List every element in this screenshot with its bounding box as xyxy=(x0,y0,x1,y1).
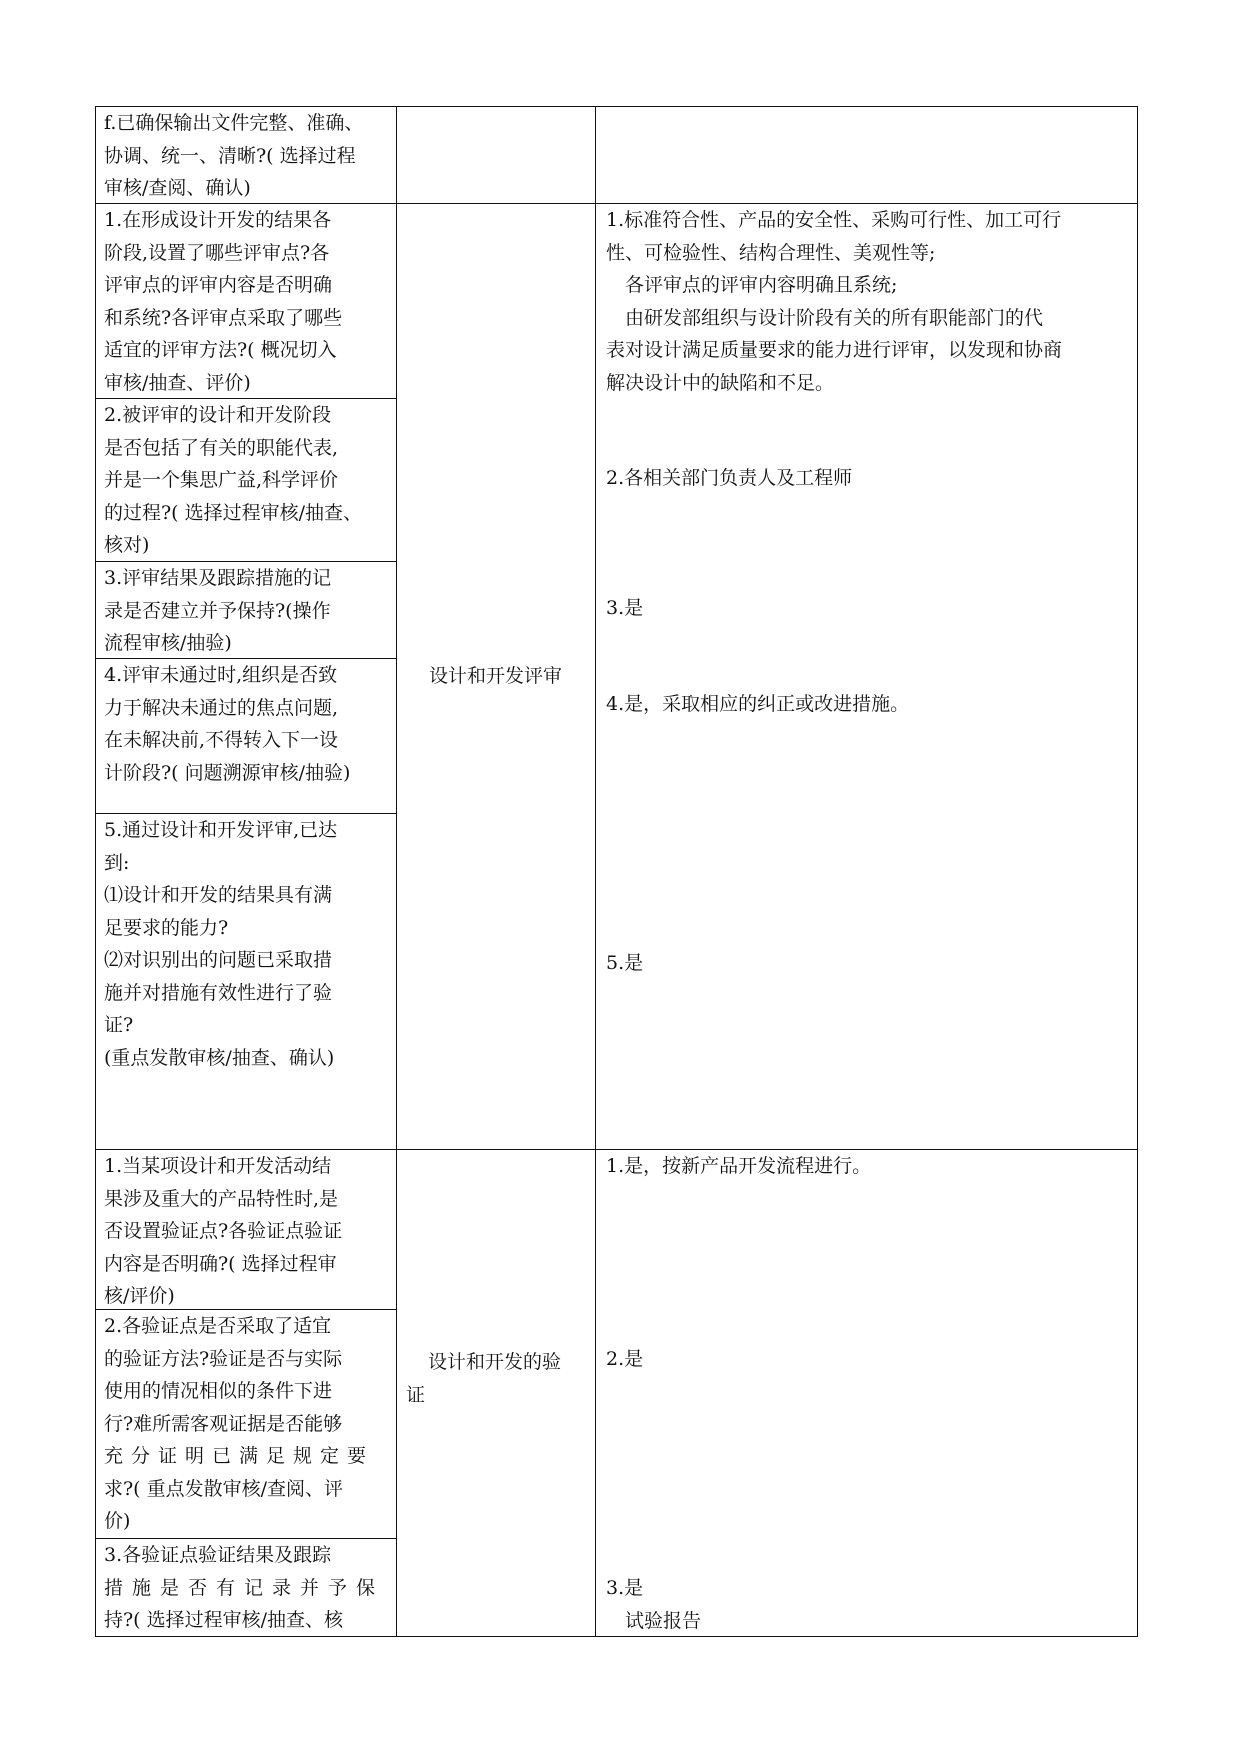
table-border-left xyxy=(95,106,96,1637)
review-answer-1: 1.标准符合性、产品的安全性、采购可行性、加工可行 性、可检验性、结构合理性、美观性等; 各评审点的评审内容明确且系统; 由研发部组织与设计阶段有关的所有职能部门的代 表对设计满足质量要求的能力进行评审，以发现和协商 解决设计中的缺陷和不足。 xyxy=(606,209,1063,394)
review-question-5: 5.通过设计和开发评审,已达 到: ⑴设计和开发的结果具有满 足要求的能力? ⑵对识别出的问题已采取措 施并对措施有效性进行了验 证? (重点发散审核/抽查、确认) xyxy=(104,819,338,1069)
column-divider-2 xyxy=(595,106,596,1637)
verification-question-3: 3.各验证点验证结果及跟踪 措施是否有记录并予保 持?( 选择过程审核/抽查、核 xyxy=(104,1544,385,1631)
section-design-review-label: 设计和开发评审 xyxy=(428,664,562,687)
verification-answer-2: 2.是 xyxy=(606,1348,644,1370)
review-question-2: 2.被评审的设计和开发阶段 是否包括了有关的职能代表, 并是一个集思广益,科学评价 的过程?( 选择过程审核/抽查、 核对) xyxy=(104,404,363,556)
table-border-right xyxy=(1137,106,1138,1637)
review-answer-3: 3.是 xyxy=(606,597,644,619)
review-answer-2: 2.各相关部门负责人及工程师 xyxy=(606,467,853,489)
review-answer-4: 4.是，采取相应的纠正或改进措施。 xyxy=(606,693,910,715)
section-design-review xyxy=(396,203,595,1149)
section-design-verification-label: 设计和开发的验 xyxy=(428,1351,562,1373)
question-f: f.已确保输出文件完整、准确、 协调、统一、清晰?( 选择过程 审核/查阅、确认) xyxy=(104,112,364,199)
section-design-verification: 设计和开发的验 证 xyxy=(406,1346,586,1411)
review-question-3: 3.评审结果及跟踪措施的记 录是否建立并予保持?(操作 流程审核/抽验) xyxy=(104,567,332,654)
review-question-1: 1.在形成设计开发的结果各 阶段,设置了哪些评审点?各 评审点的评审内容是否明确 和系统?各评审点采取了哪些 适宜的评审方法?( 概况切入 审核/抽查、评价) xyxy=(104,209,343,394)
verification-answer-1: 1.是，按新产品开发流程进行。 xyxy=(606,1155,872,1177)
verification-question-1: 1.当某项设计和开发活动结 果涉及重大的产品特性时,是 否设置验证点?各验证点验证 内容是否明确?( 选择过程审 核/评价) xyxy=(104,1155,343,1307)
review-question-4: 4.评审未通过时,组织是否致 力于解决未通过的焦点问题, 在未解决前,不得转入下一设 计阶段?( 问题溯源审核/抽验) xyxy=(104,664,351,784)
verification-question-2: 2.各验证点是否采取了适宜 的验证方法?验证是否与实际 使用的情况相似的条件下进 行?难所需客观证据是否能够 充分证明已满足规定要 求?( 重点发散审核/查阅、评 价) xyxy=(104,1315,375,1532)
review-answer-5: 5.是 xyxy=(606,952,644,974)
verification-answer-3: 3.是 试验报告 xyxy=(606,1577,702,1632)
